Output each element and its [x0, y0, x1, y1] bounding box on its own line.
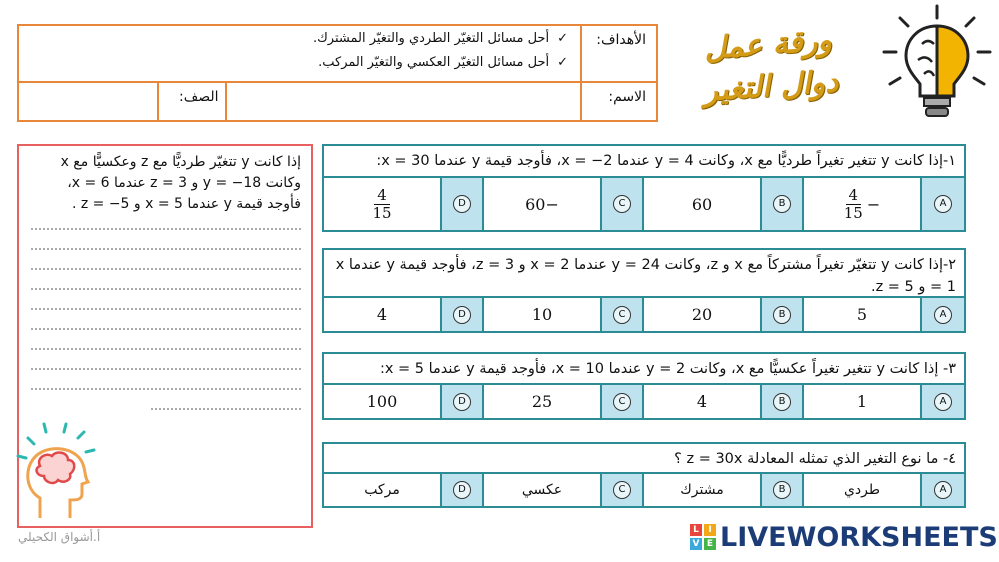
logo-cell: I: [704, 524, 716, 536]
logo-cell: E: [704, 538, 716, 550]
header-divider: [580, 26, 582, 120]
logo-grid: [690, 524, 716, 550]
dotted-line: [31, 368, 301, 370]
answer-area[interactable]: [19, 220, 311, 420]
dotted-line: [31, 248, 301, 250]
option-letter-a[interactable]: [920, 178, 964, 230]
logo-cell: V: [690, 538, 702, 550]
option-c-badge: C: [613, 481, 631, 499]
fraction: $\frac{4}{15}$: [372, 185, 392, 222]
question-3: [322, 352, 966, 420]
option-c-badge: C: [613, 306, 631, 324]
option-letter-d[interactable]: [440, 385, 484, 418]
title-line: دوال التغير: [702, 64, 840, 109]
class-label: الصف:: [179, 89, 219, 105]
option-letter-d[interactable]: [440, 178, 484, 230]
logo-wordmark: LIVEWORKSHEETS: [720, 521, 998, 553]
title-line: ورقة عمل: [702, 22, 833, 67]
option-letter-c[interactable]: [600, 474, 644, 506]
dotted-line: [31, 348, 301, 350]
option-c-badge: C: [613, 195, 631, 213]
check-icon: ✓: [557, 31, 568, 46]
option-b-badge: B: [773, 393, 791, 411]
option-a[interactable]: 5: [856, 305, 868, 324]
dotted-line: [31, 288, 301, 290]
worksheet-title: [697, 19, 844, 129]
fraction: $\frac{4}{15}$: [843, 185, 863, 222]
options-row: [324, 383, 964, 418]
question-1: [322, 144, 966, 232]
option-d[interactable]: مركب: [364, 482, 400, 498]
problem-line: إذا كانت y تتغيّر طرديًّا مع z وعكسيًّا مع x: [60, 154, 301, 170]
option-c-badge: C: [613, 393, 631, 411]
name-label: الاسم:: [608, 89, 646, 105]
options-row: [324, 176, 964, 230]
options-row: [324, 296, 964, 331]
option-letter-b[interactable]: [760, 298, 804, 331]
option-a-badge: A: [934, 306, 952, 324]
dotted-line: [31, 328, 301, 330]
option-letter-a[interactable]: [920, 474, 964, 506]
option-letter-b[interactable]: [760, 474, 804, 506]
name-field[interactable]: [227, 83, 576, 120]
logo-cell: L: [690, 524, 702, 536]
goal-text: أحل مسائل التغيّر الطردي والتغيّر المشترك.: [312, 31, 550, 46]
option-d-badge: D: [453, 306, 471, 324]
option-letter-a[interactable]: [920, 385, 964, 418]
question-text: ٤- ما نوع التغير الذي تمثله المعادلة z = 30x ؟: [674, 451, 956, 467]
goal-item: [313, 31, 568, 46]
option-d[interactable]: 100: [366, 392, 398, 411]
option-c[interactable]: عكسي: [521, 482, 563, 498]
dotted-line: [31, 228, 301, 230]
option-letter-b[interactable]: [760, 178, 804, 230]
options-row: [324, 472, 964, 506]
question-text: ١-إذا كانت y تتغير تغيراً طرديًّا مع x، وكانت y = 4 عندما x = −2، فأوجد قيمة y عندما x = 30:: [376, 153, 956, 169]
question-2: [322, 248, 966, 333]
goals-label: الأهداف:: [596, 32, 646, 48]
dotted-line: [151, 408, 301, 410]
option-a[interactable]: طردي: [843, 482, 881, 498]
option-a-badge: A: [934, 195, 952, 213]
problem-line: فأوجد قيمة y عندما x = 5 و z = −5 .: [71, 196, 301, 212]
option-d[interactable]: 4: [376, 305, 388, 324]
option-d-badge: D: [453, 195, 471, 213]
question-4: [322, 442, 966, 508]
header-box: [17, 24, 658, 122]
option-a-badge: A: [934, 393, 952, 411]
extra-problem-text: [29, 152, 301, 215]
liveworksheets-logo[interactable]: [690, 520, 998, 554]
dotted-line: [31, 268, 301, 270]
option-letter-c[interactable]: [600, 178, 644, 230]
option-letter-a[interactable]: [920, 298, 964, 331]
option-d-badge: D: [453, 481, 471, 499]
option-b[interactable]: 4: [696, 392, 708, 411]
question-text: ٣- إذا كانت y تتغير تغيراً عكسيًّا مع x، وكانت y = 2 عندما x = 10، فأوجد قيمة y عندما x = 5:: [379, 361, 956, 377]
option-d-badge: D: [453, 393, 471, 411]
author-credit: أ.أشواق الكحيلي: [18, 530, 101, 544]
goal-text: أحل مسائل التغيّر العكسي والتغيّر المركب.: [318, 55, 550, 70]
option-c[interactable]: 25: [531, 392, 553, 411]
class-field[interactable]: [19, 83, 155, 120]
option-c[interactable]: −60: [525, 194, 559, 214]
question-text: ٢-إذا كانت y تتغيّر تغيراً مشتركاً مع x و z، وكانت y = 24 عندما x = 2 و z = 3، فأوجد قيمة y عندما x = 1 و z = 5.: [335, 257, 956, 295]
option-letter-c[interactable]: [600, 298, 644, 331]
option-b[interactable]: مشترك: [680, 482, 724, 498]
lightbulb-brain-icon: [878, 4, 996, 122]
option-d[interactable]: [324, 178, 440, 230]
option-b-badge: B: [773, 306, 791, 324]
check-icon: ✓: [557, 55, 568, 70]
option-a[interactable]: − $\frac{4}{15}$: [843, 185, 881, 222]
option-b-badge: B: [773, 195, 791, 213]
option-letter-d[interactable]: [440, 474, 484, 506]
option-b-badge: B: [773, 481, 791, 499]
option-letter-d[interactable]: [440, 298, 484, 331]
goal-item: [318, 55, 568, 70]
option-letter-c[interactable]: [600, 385, 644, 418]
option-b[interactable]: 60: [691, 194, 713, 214]
option-a[interactable]: 1: [856, 392, 868, 411]
option-b[interactable]: 20: [691, 305, 713, 324]
header-divider: [157, 83, 159, 120]
option-c[interactable]: 10: [531, 305, 553, 324]
dotted-line: [31, 388, 301, 390]
head-brain-icon: [14, 420, 104, 520]
problem-line: وكانت y = −18 و z = 3 عندما x = 6،: [67, 175, 301, 191]
dotted-line: [31, 308, 301, 310]
option-letter-b[interactable]: [760, 385, 804, 418]
option-a-badge: A: [934, 481, 952, 499]
